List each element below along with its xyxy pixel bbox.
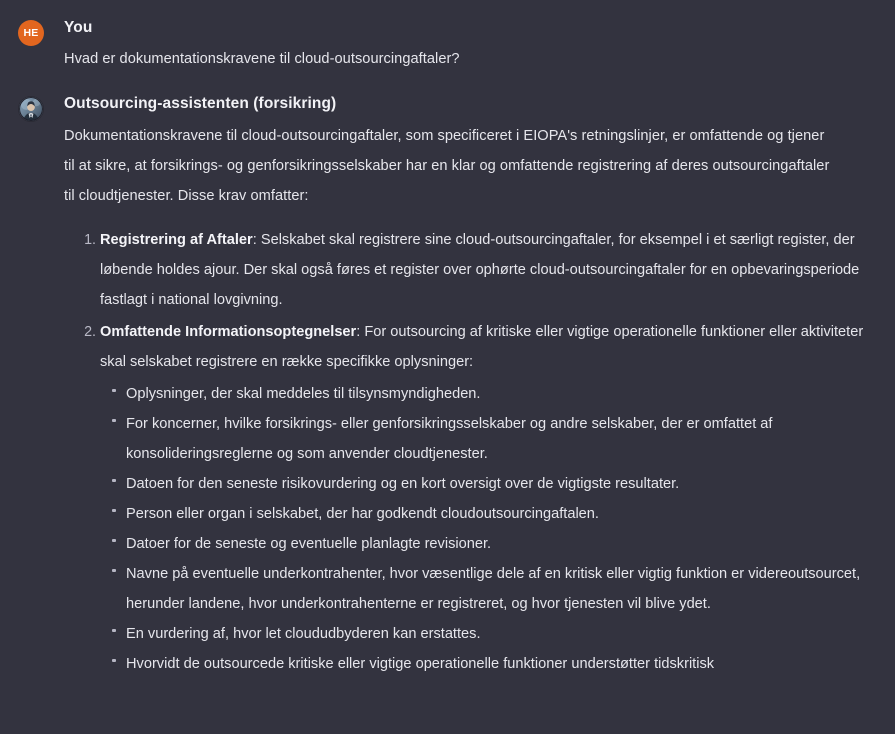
list-item: Navne på eventuelle underkontrahenter, hvor væsentlige dele af en kritisk eller vigtig funktion er videreoutsourcet, herunder landene, hvor underkontrahenterne er registreret, og hvor tjenesten vil blive ydet. <box>126 559 883 619</box>
list-item: Datoen for den seneste risikovurdering og en kort oversigt over de vigtigste resultater. <box>126 469 883 499</box>
list-item-lead: Omfattende Informationsoptegnelser <box>100 323 357 340</box>
list-item <box>100 225 883 315</box>
assistant-avatar-column <box>18 94 48 122</box>
list-item: En vurdering af, hvor let cloududbyderen kan erstattes. <box>126 619 883 649</box>
avatar[interactable] <box>18 20 44 46</box>
list-item: Oplysninger, der skal meddeles til tilsynsmyndigheden. <box>126 379 883 409</box>
assistant-message-body <box>48 94 883 680</box>
list-item: Datoer for de seneste og eventuelle planlagte revisioner. <box>126 529 883 559</box>
list-item: Person eller organ i selskabet, der har godkendt cloudoutsourcingaftalen. <box>126 499 883 529</box>
user-message-body <box>48 18 883 74</box>
user-message-text: Hvad er dokumentationskravene til cloud-outsourcingaftaler? <box>64 51 460 68</box>
chat-message-assistant <box>0 74 895 680</box>
list-item-text: : For outsourcing af kritiske eller vigtige operationelle funktioner eller aktiviteter skal selskabet registrere en række specifikke oplysninger: <box>100 323 864 370</box>
assistant-intro-paragraph: Dokumentationskravene til cloud-outsourcingaftaler, som specificeret i EIOPA's retningslinjer, er omfattende og tjener til at sikre, at forsikrings- og genforsikringsselskaber har en klar og omfattende registrering af deres outsourcingaftaler til cloudtjenester. Disse krav omfatter: <box>64 127 830 204</box>
assistant-avatar-photo <box>19 97 43 121</box>
message-sender-name: Outsourcing-assistenten (forsikring) <box>64 95 337 113</box>
chat-message-user <box>0 0 895 74</box>
requirements-list <box>64 225 883 679</box>
list-item: For koncerner, hvilke forsikrings- eller genforsikringsselskaber og andre selskaber, der er omfattet af konsolideringsreglerne og som anvender cloudtjenester. <box>126 409 883 469</box>
message-sender-name: You <box>64 19 93 36</box>
information-records-bullets <box>100 379 883 679</box>
list-item-text: : Selskabet skal registrere sine cloud-outsourcingaftaler, for eksempel i et særligt register, der løbende holdes ajour. Der skal også føres et register over ophørte cloud-outsourcingaftaler for en opbevaringsperiode fastlagt i national lovgivning. <box>100 231 860 308</box>
user-avatar-column <box>18 18 48 46</box>
list-item-lead: Registrering af Aftaler <box>100 231 253 248</box>
avatar-initials: HE <box>23 27 39 39</box>
avatar[interactable] <box>18 96 44 122</box>
list-item <box>100 317 883 679</box>
list-item: Hvorvidt de outsourcede kritiske eller vigtige operationelle funktioner understøtter tidskritisk <box>126 649 883 679</box>
